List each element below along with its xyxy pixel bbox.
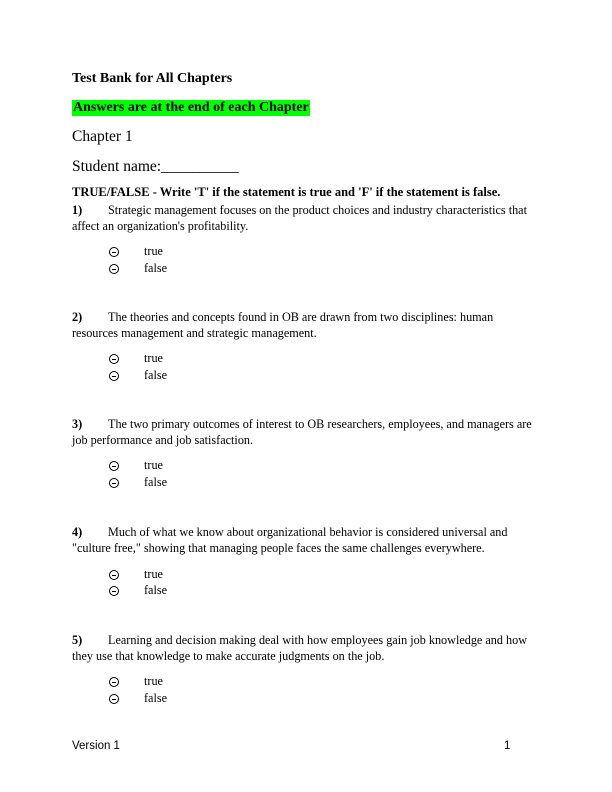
radio-button-icon[interactable] (109, 371, 119, 381)
radio-button-icon[interactable] (109, 694, 119, 704)
section-instructions: TRUE/FALSE - Write 'T' if the statement is true and 'F' if the statement is false. (72, 185, 501, 199)
question-text: Learning and decision making deal with how employees gain job knowledge and how they use that knowledge to make accurate judgments on the job. (72, 633, 528, 663)
question-2 (72, 309, 542, 341)
radio-button-icon[interactable] (109, 586, 119, 596)
footer-version: Version 1 (72, 740, 120, 752)
answers-note: Answers are at the end of each Chapter (73, 100, 309, 115)
question-number: 1) (72, 203, 83, 217)
option-label: true (144, 674, 163, 688)
option-true[interactable] (109, 567, 163, 583)
question-text: Strategic management focuses on the product choices and industry characteristics that affect an organization's profitability. (72, 203, 527, 233)
option-label: false (144, 583, 168, 597)
option-label: false (144, 261, 168, 275)
option-false[interactable] (109, 261, 168, 277)
radio-button-icon[interactable] (109, 677, 119, 687)
option-false[interactable] (109, 691, 168, 707)
option-label: true (144, 458, 163, 472)
option-label: true (144, 567, 163, 581)
option-label: true (144, 351, 163, 365)
option-label: false (144, 475, 168, 489)
question-text: Much of what we know about organizational behavior is considered universal and "culture free," showing that managing people faces the same challenges everywhere. (72, 525, 508, 555)
radio-button-icon[interactable] (109, 354, 119, 364)
student-name-line: Student name:__________ (72, 158, 239, 175)
radio-button-icon[interactable] (109, 478, 119, 488)
option-false[interactable] (109, 583, 168, 599)
option-false[interactable] (109, 475, 168, 491)
radio-button-icon[interactable] (109, 247, 119, 257)
question-number: 4) (72, 525, 83, 539)
question-number: 5) (72, 633, 83, 647)
question-3 (72, 416, 542, 448)
question-number: 2) (72, 310, 83, 324)
question-4 (72, 524, 542, 556)
option-label: true (144, 244, 163, 258)
question-5 (72, 632, 542, 664)
radio-button-icon[interactable] (109, 570, 119, 580)
question-text: The theories and concepts found in OB are drawn from two disciplines: human resources management and strategic management. (72, 310, 494, 340)
chapter-heading: Chapter 1 (72, 128, 133, 145)
document-title: Test Bank for All Chapters (72, 71, 233, 86)
option-true[interactable] (109, 458, 163, 474)
footer-page-number: 1 (504, 740, 511, 752)
radio-button-icon[interactable] (109, 264, 119, 274)
question-1 (72, 202, 542, 234)
option-false[interactable] (109, 368, 168, 384)
option-true[interactable] (109, 674, 163, 690)
option-label: false (144, 368, 168, 382)
option-label: false (144, 691, 168, 705)
option-true[interactable] (109, 244, 163, 260)
radio-button-icon[interactable] (109, 461, 119, 471)
question-number: 3) (72, 417, 83, 431)
question-text: The two primary outcomes of interest to OB researchers, employees, and managers are job performance and job satisfaction. (72, 417, 532, 447)
option-true[interactable] (109, 351, 163, 367)
